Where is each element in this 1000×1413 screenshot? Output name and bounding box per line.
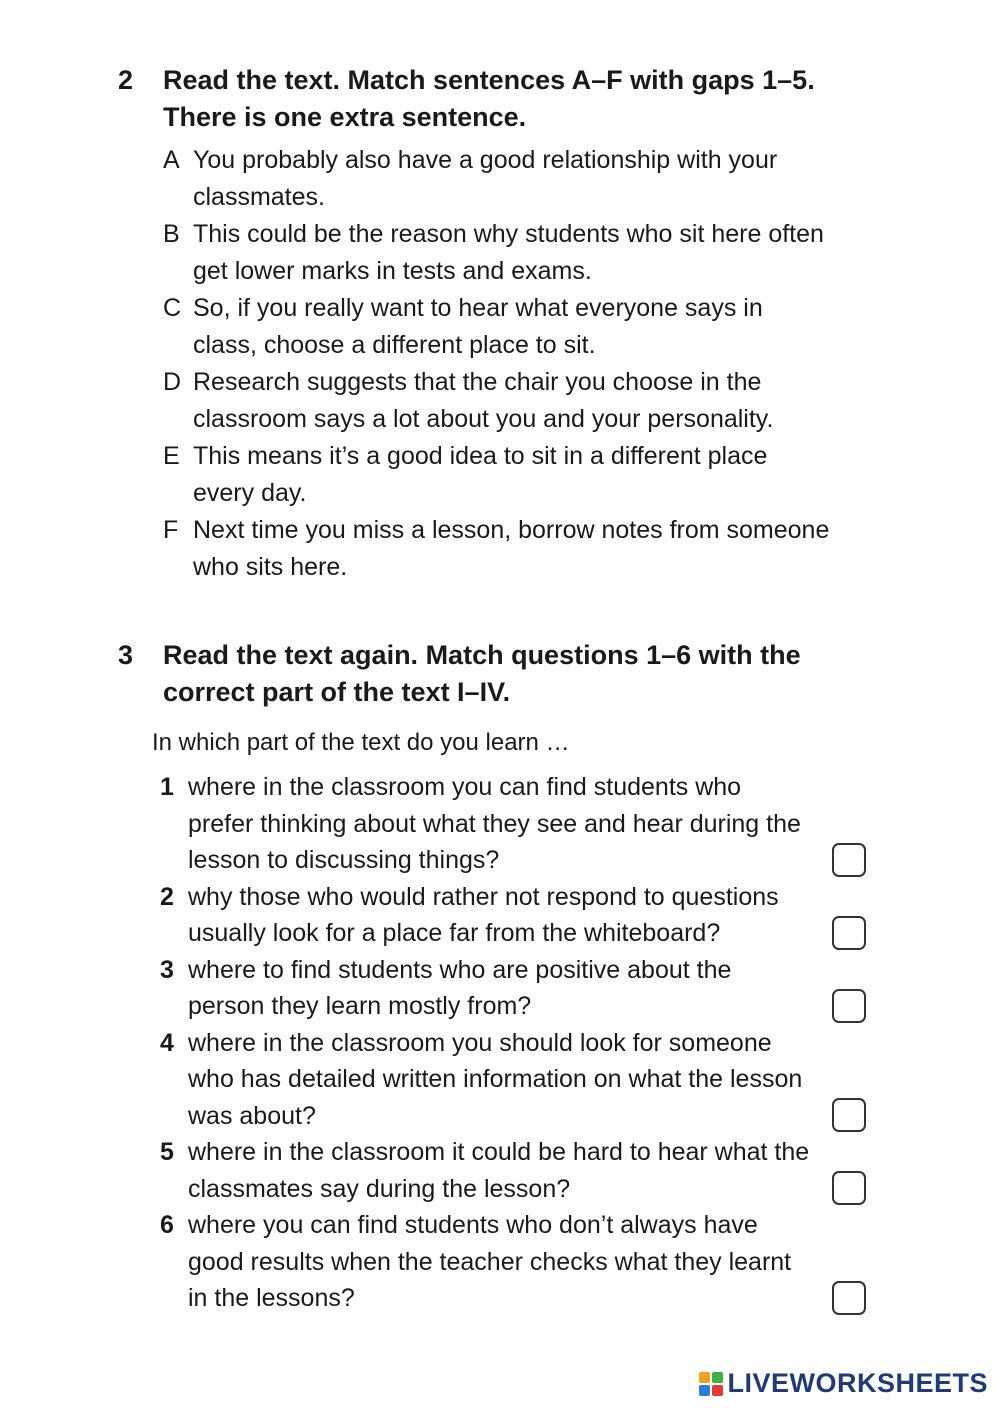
sentence-letter: B xyxy=(163,220,180,248)
brand-name: LIVEWORKSHEETS xyxy=(727,1368,988,1398)
sentence-letter: E xyxy=(163,442,180,470)
task-3-number: 3 xyxy=(118,640,134,670)
sentence-text: This means it’s a good idea to sit in a different place every day. xyxy=(193,442,768,507)
logo-square-3 xyxy=(699,1385,710,1396)
task-3-instructions: Read the text again. Match questions 1–6 with the correct part of the text I–IV. xyxy=(163,640,801,707)
question-2 xyxy=(160,879,870,952)
task-2-number: 2 xyxy=(118,65,134,95)
sentence-f xyxy=(163,512,833,585)
task-3-intro: In which part of the text do you learn … xyxy=(152,729,570,756)
sentence-text: Research suggests that the chair you choose in the classroom says a lot about you and your personality. xyxy=(193,368,774,433)
answer-box-5[interactable] xyxy=(832,1171,866,1205)
question-text: where you can find students who don’t always have good results when the teacher checks what they learnt in the lessons? xyxy=(188,1211,792,1312)
answer-box-1[interactable] xyxy=(832,843,866,877)
question-3 xyxy=(160,952,870,1025)
logo-square-1 xyxy=(699,1372,710,1383)
question-6 xyxy=(160,1207,870,1317)
sentence-b xyxy=(163,216,833,289)
question-text: where to find students who are positive about the person they learn mostly from? xyxy=(188,955,732,1020)
question-text: where in the classroom you can find students who prefer thinking about what they see and hear during the lesson to discussing things? xyxy=(188,773,801,874)
sentence-text: So, if you really want to hear what everyone says in class, choose a different place to sit. xyxy=(193,294,763,359)
sentence-text: You probably also have a good relationship with your classmates. xyxy=(193,146,778,211)
question-number: 2 xyxy=(160,882,174,911)
logo-square-2 xyxy=(712,1372,723,1383)
sentence-text: Next time you miss a lesson, borrow notes from someone who sits here. xyxy=(193,516,830,581)
answer-box-3[interactable] xyxy=(832,989,866,1023)
question-number: 3 xyxy=(160,955,174,984)
sentence-d xyxy=(163,364,833,437)
sentence-c xyxy=(163,290,833,363)
question-number: 6 xyxy=(160,1211,174,1239)
question-text: where in the classroom you should look for someone who has detailed written information on what the lesson was about? xyxy=(188,1028,803,1130)
question-text: where in the classroom it could be hard to hear what the classmates say during the lesson? xyxy=(188,1138,810,1203)
sentence-letter: C xyxy=(163,294,182,322)
answer-box-2[interactable] xyxy=(832,916,866,950)
liveworksheets-logo-icon xyxy=(699,1372,723,1396)
task-2-heading xyxy=(118,62,863,136)
question-list xyxy=(160,769,870,1317)
question-text: why those who would rather not respond to questions usually look for a place far from the whiteboard? xyxy=(188,882,779,947)
question-1 xyxy=(160,769,870,879)
task-3 xyxy=(118,637,870,1317)
question-5 xyxy=(160,1134,870,1207)
sentence-letter: D xyxy=(163,368,182,396)
sentence-letter: A xyxy=(163,146,180,174)
question-number: 5 xyxy=(160,1138,174,1166)
sentence-text: This could be the reason why students who sit here often get lower marks in tests and exams. xyxy=(193,220,824,285)
sentence-a xyxy=(163,142,833,215)
sentence-list xyxy=(163,142,833,585)
sentence-letter: F xyxy=(163,516,179,544)
liveworksheets-brand xyxy=(699,1368,988,1399)
task-3-heading xyxy=(118,637,870,711)
answer-box-4[interactable] xyxy=(832,1098,866,1132)
answer-box-6[interactable] xyxy=(832,1281,866,1315)
task-2-instructions: Read the text. Match sentences A–F with gaps 1–5. There is one extra sentence. xyxy=(163,65,815,132)
question-number: 1 xyxy=(160,773,174,801)
task-2 xyxy=(118,62,863,586)
logo-square-4 xyxy=(712,1385,723,1396)
sentence-e xyxy=(163,438,833,511)
question-4 xyxy=(160,1025,870,1135)
question-number: 4 xyxy=(160,1028,174,1057)
